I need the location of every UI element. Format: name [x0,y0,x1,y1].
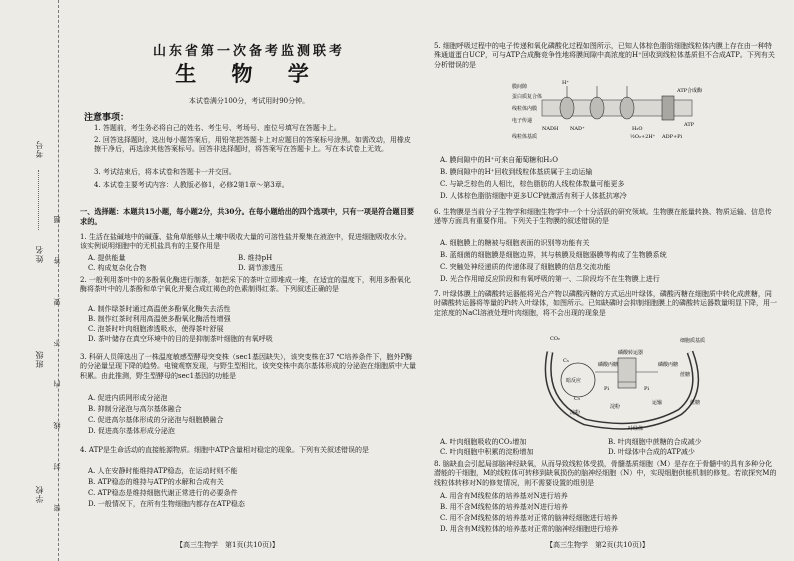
question-5-stem: 5. 细胞呼吸过程中的电子传递和氧化磷酸化过程如图所示，已知人体棕色脂肪细胞线粒体内膜上存在由一种特殊通道蛋白UCP，可与ATP合成酶竞争性地将膜间隙中高浓度的H⁺回收到线粒体基质但不合成ATP。下列有关分析错误的是 [434,42,775,69]
diagram-label: 电子传递 [512,118,533,124]
option[interactable]: A. 制作绿茶时通过高温使多酚氧化酶失去活性 [88,305,231,313]
diagram-label: NADH [542,126,559,132]
option[interactable]: D. 茶叶储存在真空环境中的目的是抑制茶叶细胞的有氧呼吸 [88,335,273,343]
option[interactable]: A. 提供能量 [88,254,126,262]
page-1 [80,0,418,561]
option[interactable]: A. 用含有M线粒体的培养基对N进行培养 [440,492,568,500]
chloroplast-diagram [530,332,720,434]
diagram-label: ½O₂+2H⁺ [630,134,656,140]
option[interactable]: D. 用含有M线粒体的培养基对正常的脑神经细胞进行培养 [440,525,618,533]
diagram-label: Pi [644,386,649,392]
proton-arrows [567,86,627,98]
option[interactable]: A. 人在安静时能维持ATP稳态，在运动时则不能 [88,467,238,475]
page-footer: 【高三生物学 第1页(共10页)】 [176,541,279,549]
option[interactable]: C. 突触处神经递质的传递体现了细胞膜的信息交流功能 [440,263,611,271]
note-item: 3. 考试结束后，将本试卷和答题卡一并交回。 [94,168,236,176]
mitochondria-diagram [512,78,712,148]
diagram-label: 磷酸转运器 [618,350,644,356]
question-4-stem: 4. ATP是生命活动的直接能源物质。细胞中ATP含量相对稳定的现象。下列有关叙述错误的是 [80,446,370,454]
exam-subject: 生 物 学 [175,61,323,86]
option[interactable]: D. 叶绿体中合成的ATP减少 [608,447,695,456]
question-7-options [440,438,758,457]
option[interactable]: C. 构成复杂化合物 [88,263,147,272]
option[interactable]: D. 调节渗透压 [238,263,283,272]
diagram-label: ATP [684,122,695,128]
atp-synthase [662,96,674,120]
option[interactable]: B. 叶肉细胞中蔗糖的合成减少 [608,438,702,446]
exam-info: 本试卷满分100分，考试用时90分钟。 [188,97,310,105]
option[interactable]: C. 叶肉细胞中积累的淀粉增加 [440,447,534,456]
option[interactable]: B. 制作红茶时利用高温使多酚氧化酶活性增强 [88,315,231,323]
option[interactable]: A. 膜间隙中的H⁺可来自葡萄糖和H₂O [440,156,558,164]
option[interactable]: D. 人体棕色脂肪细胞中更多UCP就激活有利于人体抵抗寒冷 [440,192,627,200]
binding-label-exam-number: 考号 [35,140,44,158]
seal-line-text: 密 封 线 内 不 要 答 题 [53,200,61,512]
option[interactable]: B. ATP稳态的维持与ATP的水解和合成有关 [88,478,224,486]
diagram-label: 淀粉 [570,410,581,416]
option[interactable]: B. 膜间隙中的H⁺回收到线粒体基质属于主动运输 [440,168,593,176]
option[interactable]: B. 抑制分泌泡与高尔基体融合 [88,405,182,413]
diagram-label: 磷酸丙糖 [658,362,679,368]
diagram-label: 线粒体基质 [512,134,538,140]
diagram-label: Pi [604,386,609,392]
page-2 [434,0,780,561]
diagram-label: ATP合成酶 [677,88,703,94]
diagram-label: 磷酸丙糖 [598,362,619,368]
question-6-stem: 6. 生物膜是当前分子生物学和细胞生物学中一个十分活跃的研究领域。生物膜在能量转换、物质运输、信息传递等方面具有重要作用。下列关于生物膜的叙述错误的是 [434,208,772,226]
diagram-label: H₂O [632,126,643,132]
binding-label-name: 姓名 [35,245,44,263]
question-2-stem: 2. 一般利用茶叶中的多酚氧化酶进行制茶，如把采下的茶叶立即堆成一堆，在适宜的温度下，利用多酚氧化酶将茶叶中的儿茶酚和单宁氧化并聚合成红褐色的色素制得红茶。下列叙述正确的是 [80,276,411,294]
binding-strip [0,0,59,561]
option[interactable]: A. 叶肉细胞吸收的CO₂增加 [440,438,527,446]
option[interactable]: B. 蓝细菌的细胞膜是细胞边界，其与核膜及细胞器膜等构成了生物膜系统 [440,251,667,259]
diagram-label: 细胞质基质 [680,338,706,344]
option[interactable]: D. 光合作用暗反应阶段和有氧呼吸的第一、二阶段均不在生物膜上进行 [440,275,660,283]
diagram-label: CO₂ [550,336,560,342]
diagram-label: 叶绿体 [628,426,644,432]
protein-complex [620,97,634,119]
option[interactable]: C. 促进高尔基体形成的分泌泡与细胞膜融合 [88,416,224,424]
option[interactable]: B. 维持pH [238,254,273,262]
diagram-label: 运输 [652,400,663,406]
page-footer: 【高三生物学 第2页(共10页)】 [546,541,649,549]
notes-title: 注意事项： [84,113,130,123]
diagram-label: H⁺ [562,80,569,86]
protein-complex [560,97,574,119]
option[interactable]: A. 促进内质网形成分泌泡 [88,394,168,402]
question-1-options [88,254,388,273]
diagram-label: NAD⁺ [570,126,585,132]
section-heading: 一、选择题：本题共15小题，每小题2分，共30分。在每小题给出的四个选项中，只有一项是符合题目要求的。 [80,207,415,226]
phosphate-transporter [618,358,636,388]
diagram-label: 线粒体内膜 [512,106,538,112]
diagram-label: ADP+Pi [662,134,683,140]
option[interactable]: C. ATP稳态是维持细胞代谢正常进行的必要条件 [88,489,238,497]
diagram-label: C₅ [563,358,569,364]
binding-label-school: 学校 [35,485,44,503]
diagram-label: C₃ [574,396,580,402]
note-item: 1. 答题前，考生务必将自己的姓名、考生号、考场号、座位号填写在答题卡上。 [94,124,341,132]
diagram-label: 膜间隙 [512,84,528,90]
question-7-stem: 7. 叶绿体膜上的磷酸转运器能将光合产物以磷酸丙糖的方式运出叶绿体，磷酸丙糖在细胞质中转化成蔗糖，同时磷酸转运器将等量的Pi转入叶绿体，如图所示。已知缺磷时会抑制细胞膜上的磷酸转运器数量明显下降，用一定浓度的NaCl溶液处理叶肉细胞，将不会出现的现象是 [434,290,777,317]
diagram-label: 暗反应 [566,378,582,384]
note-item: 2. 回答选择题时，选出每小题答案后，用铅笔把答题卡上对应题目的答案标号涂黑。如需改动，用橡皮擦干净后，再选涂其他答案标号。回答非选择题时，将答案写在答题卡上。写在本试卷上无效。 [94,136,411,154]
option[interactable]: C. 与缺乏棕色的人相比，棕色脂肪的人线粒体数量可能更多 [440,180,625,188]
diagram-label: 蔗糖 [690,400,701,406]
exam-title: 山东省第一次备考监测联考 [152,44,345,59]
binding-line [38,170,39,230]
option[interactable]: C. 泡茶时叶肉细胞渗透吸水，使得茶叶舒展 [88,325,224,333]
option[interactable]: D. 一般情况下，在所有生物细胞内都存在ATP稳态 [88,500,245,508]
question-3-stem: 3. 科研人员筛选出了一株温度敏感型酵母突变株（sec1基因缺失），该突变株在37 ℃培养条件下，胞外P酶的分泌量呈现下降的趋势。电镜观察发现，与野生型相比，该突变株中高尔基体形成的分泌泡在细胞质中大量积累。由此推测，野生型酵母的sec1基因的功能是 [80,353,416,380]
diagram-label: 蔗糖 [680,372,691,378]
option[interactable]: D. 促进高尔基体形成分泌泡 [88,427,175,435]
diagram-label: 淀粉 [610,404,621,410]
binding-label-class: 班级 [35,350,44,368]
option[interactable]: A. 细胞膜上的糖被与细胞表面的识别等功能有关 [440,239,590,247]
note-item: 4. 本试卷主要考试内容：人教版必修1，必修2第1章～第3章。 [94,181,289,189]
question-8-stem: 8. 脑缺血会引起局部脑神经缺氧，从而导致线粒体受损，骨髓基质细胞（M）是存在于骨髓中的具有多种分化潜能的干细胞，M的线粒体可转移到缺氧损伤的脑神经细胞（N）中，实现细胞供能机制的修复。若欲探究M的线粒体转移对N的修复情况，则不需要设置的组别是 [434,460,777,487]
option[interactable]: B. 用不含M线粒体的培养基对N进行培养 [440,503,568,511]
diagram-label: 蛋白质复合体 [512,94,543,100]
question-1-stem: 1. 生活在盐碱地中的碱蓬、盐角草能够从土壤中吸收大量的可溶性盐并聚集在液泡中，促进细胞吸收水分。该实例说明细胞中的无机盐具有的主要作用是 [80,233,411,251]
option[interactable]: C. 用不含M线粒体的培养基对正常的脑神经细胞进行培养 [440,514,618,522]
protein-complex [590,97,604,119]
